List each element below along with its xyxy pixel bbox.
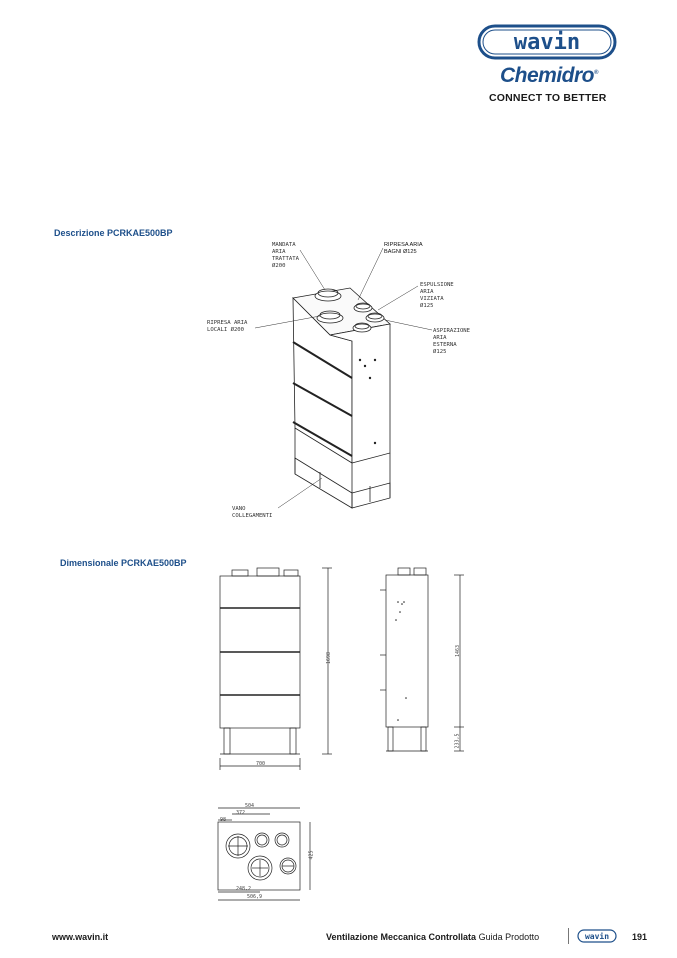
tagline: CONNECT TO BETTER [489, 92, 607, 104]
label-vano: VANO COLLEGAMENTI [232, 506, 273, 519]
dim-top-depth: 425 [308, 850, 315, 860]
footer-wavin-logo [577, 929, 617, 943]
label-ripresa-bagni: RIPRESA ARIA BAGNI Ø125 [384, 242, 423, 255]
dim-side-height: 1463 [455, 644, 462, 658]
dim-top-small: 98 [220, 817, 227, 823]
section-title-descrizione: Descrizione PCRKAE500BP [54, 228, 173, 238]
isometric-unit-drawing [200, 238, 520, 528]
front-view-drawing [212, 560, 342, 775]
dim-top-bottom-mid: 248,2 [236, 886, 252, 892]
chemidro-logo: Chemidro® [500, 64, 598, 87]
dim-side-base: 233,5 [454, 733, 461, 749]
wavin-logo [477, 24, 617, 60]
side-view-drawing [376, 560, 476, 760]
dim-front-height: 1698 [326, 651, 333, 665]
dim-top-outer: 504 [245, 803, 255, 809]
label-mandata: MANDATA ARIA TRATTATA Ø200 [272, 242, 299, 269]
label-ripresa-locali: RIPRESA ARIA LOCALI Ø200 [207, 320, 248, 333]
footer-divider [568, 928, 569, 944]
label-espulsione: ESPULSIONE ARIA VIZIATA Ø125 [420, 282, 454, 309]
section-title-dimensionale: Dimensionale PCRKAE500BP [60, 558, 187, 568]
footer-title: Ventilazione Meccanica Controllata Guida Prodotto [326, 932, 540, 942]
wavin-logo-text: wavin [513, 30, 581, 55]
dim-front-width: 700 [256, 761, 266, 767]
dim-top-bottom-full: 506,9 [247, 894, 263, 900]
footer-url[interactable]: www.wavin.it [52, 932, 109, 942]
page-number: 191 [632, 932, 648, 942]
label-aspirazione: ASPIRAZIONE ARIA ESTERNA Ø125 [433, 328, 471, 355]
footer-logo-text: wavin [584, 932, 610, 941]
footer-subtitle: Guida Prodotto [478, 932, 540, 942]
dim-top-inner: 372 [236, 810, 246, 816]
